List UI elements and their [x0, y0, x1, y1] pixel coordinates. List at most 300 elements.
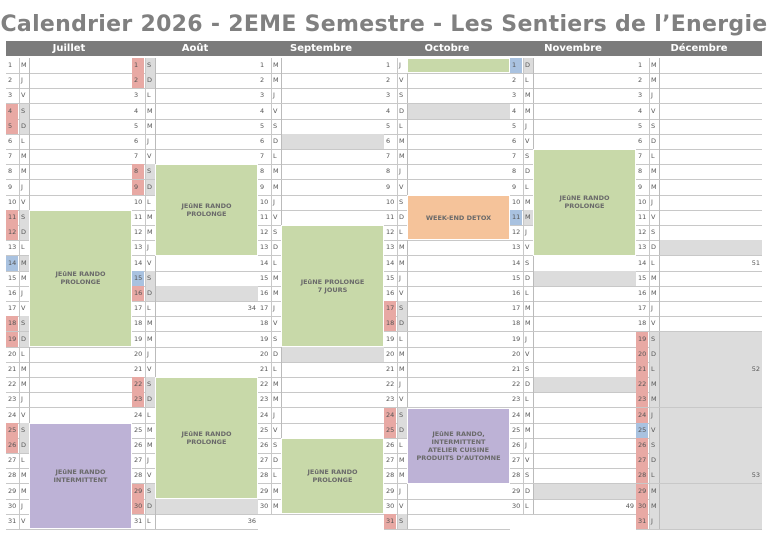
day-box[interactable] [407, 377, 510, 392]
day-box[interactable] [533, 408, 636, 423]
day-box[interactable] [29, 164, 132, 179]
day-box[interactable] [407, 286, 510, 301]
day-number: 14 [260, 258, 269, 267]
day-row[interactable] [384, 88, 510, 104]
day-box[interactable] [659, 347, 762, 362]
day-letter: J [271, 88, 281, 103]
day-box[interactable] [281, 104, 384, 119]
day-box[interactable] [281, 347, 384, 362]
day-row[interactable] [384, 271, 510, 287]
day-box[interactable] [659, 362, 762, 377]
day-letter: L [145, 88, 155, 103]
day-number: 23 [8, 395, 17, 404]
day-number: 4 [260, 106, 265, 115]
day-box[interactable] [155, 301, 258, 316]
day-row[interactable] [636, 164, 762, 180]
day-box[interactable] [407, 332, 510, 347]
day-box[interactable] [281, 195, 384, 210]
day-box[interactable] [407, 256, 510, 271]
day-row[interactable] [258, 392, 384, 408]
day-box[interactable] [533, 423, 636, 438]
day-box[interactable] [533, 468, 636, 483]
day-row[interactable] [636, 514, 762, 530]
day-box[interactable] [659, 88, 762, 103]
day-row[interactable] [636, 134, 762, 150]
day-number: 2 [386, 76, 391, 85]
day-row[interactable] [132, 119, 258, 135]
day-row[interactable] [132, 256, 258, 272]
day-box[interactable] [407, 104, 510, 119]
day-row[interactable] [258, 119, 384, 135]
day-row[interactable] [132, 149, 258, 165]
day-row[interactable] [6, 134, 132, 150]
day-box[interactable] [155, 347, 258, 362]
day-row[interactable] [636, 256, 762, 272]
event-block[interactable]: JEûNE RANDO PROLONGE [29, 210, 132, 347]
day-row[interactable] [384, 377, 510, 393]
day-row[interactable] [6, 362, 132, 378]
day-row[interactable] [258, 149, 384, 165]
day-row[interactable] [258, 180, 384, 196]
day-box[interactable] [659, 468, 762, 483]
day-row[interactable] [510, 88, 636, 104]
day-row[interactable] [636, 180, 762, 196]
day-box[interactable] [533, 134, 636, 149]
day-number: 31 [134, 517, 143, 525]
day-box[interactable] [281, 73, 384, 88]
day-box[interactable] [407, 499, 510, 514]
day-number: 16 [260, 289, 269, 297]
day-box[interactable] [533, 392, 636, 407]
day-row[interactable] [258, 408, 384, 424]
day-box[interactable] [155, 73, 258, 88]
day-row[interactable] [510, 392, 636, 408]
day-row[interactable] [384, 164, 510, 180]
day-row[interactable] [636, 119, 762, 135]
day-row[interactable] [636, 225, 762, 241]
event-block[interactable]: JEûNE RANDO, INTERMITTENT ATELIER CUISINE PRODUITS D’AUTOMNE [407, 408, 510, 484]
day-box[interactable] [659, 484, 762, 499]
day-box[interactable] [659, 73, 762, 88]
day-box[interactable] [659, 164, 762, 179]
day-row[interactable] [510, 423, 636, 439]
day-box[interactable] [533, 271, 636, 286]
day-box[interactable] [659, 195, 762, 210]
day-number: 5 [638, 121, 643, 130]
day-row[interactable] [6, 377, 132, 393]
day-row[interactable] [510, 453, 636, 469]
event-block[interactable]: JEûNE RANDO PROLONGE [281, 438, 384, 514]
day-row[interactable] [636, 362, 762, 378]
day-letter: V [523, 347, 533, 362]
day-box[interactable] [659, 438, 762, 453]
day-box[interactable] [281, 423, 384, 438]
day-box[interactable] [281, 164, 384, 179]
day-row[interactable] [636, 195, 762, 211]
day-box[interactable] [407, 119, 510, 134]
day-row[interactable] [636, 104, 762, 120]
day-box[interactable] [659, 392, 762, 407]
day-box[interactable] [29, 88, 132, 103]
event-block[interactable] [407, 58, 510, 73]
day-box[interactable] [155, 149, 258, 164]
day-box[interactable] [659, 301, 762, 316]
day-row[interactable] [510, 256, 636, 272]
day-row[interactable] [6, 195, 132, 211]
day-box[interactable] [407, 88, 510, 103]
day-box[interactable] [281, 149, 384, 164]
day-box[interactable] [659, 180, 762, 195]
day-box[interactable] [29, 195, 132, 210]
day-box[interactable] [407, 301, 510, 316]
event-block[interactable]: JEûNE RANDO PROLONGE [533, 149, 636, 255]
day-box[interactable] [155, 271, 258, 286]
day-box[interactable] [407, 514, 510, 529]
day-box[interactable] [533, 347, 636, 362]
day-row[interactable] [132, 88, 258, 104]
day-box[interactable] [281, 392, 384, 407]
day-letter: D [649, 240, 659, 255]
day-row[interactable] [510, 301, 636, 317]
day-box[interactable] [659, 225, 762, 240]
day-box[interactable] [659, 134, 762, 149]
day-number: 16 [386, 289, 395, 297]
day-row[interactable] [384, 134, 510, 150]
event-block[interactable]: JEûNE RANDO INTERMITTENT [29, 423, 132, 529]
day-box[interactable] [155, 499, 258, 514]
day-number: 19 [134, 334, 143, 343]
day-box[interactable] [29, 149, 132, 164]
day-box[interactable] [29, 347, 132, 362]
day-box[interactable] [659, 332, 762, 347]
day-letter: V [397, 73, 407, 88]
day-row[interactable] [384, 332, 510, 348]
day-box[interactable] [659, 377, 762, 392]
day-box[interactable] [29, 362, 132, 377]
day-row[interactable] [384, 514, 510, 530]
day-box[interactable] [29, 58, 132, 73]
day-row[interactable] [6, 104, 132, 120]
day-row[interactable] [132, 58, 258, 74]
day-row[interactable] [132, 286, 258, 302]
day-row[interactable] [6, 180, 132, 196]
day-box[interactable] [533, 484, 636, 499]
day-box[interactable] [533, 286, 636, 301]
day-row[interactable] [258, 134, 384, 150]
day-box[interactable] [29, 73, 132, 88]
day-row[interactable] [132, 134, 258, 150]
day-letter: V [145, 149, 155, 164]
day-box[interactable] [659, 514, 762, 529]
day-box[interactable] [659, 119, 762, 134]
day-box[interactable] [533, 301, 636, 316]
day-row[interactable] [258, 104, 384, 120]
day-number: 17 [638, 304, 647, 313]
day-box[interactable] [659, 240, 762, 255]
day-row[interactable] [132, 301, 258, 317]
day-row[interactable] [132, 316, 258, 332]
day-letter: V [397, 180, 407, 195]
day-box[interactable] [155, 286, 258, 301]
day-box[interactable] [533, 73, 636, 88]
day-box[interactable] [155, 332, 258, 347]
day-letter: S [523, 468, 533, 483]
day-box[interactable] [281, 58, 384, 73]
day-row[interactable] [510, 286, 636, 302]
day-row[interactable] [636, 301, 762, 317]
day-letter: M [397, 134, 407, 149]
day-box[interactable] [29, 392, 132, 407]
day-box[interactable] [533, 104, 636, 119]
day-box[interactable] [407, 271, 510, 286]
day-box[interactable] [659, 453, 762, 468]
day-box[interactable] [659, 271, 762, 286]
day-row[interactable] [258, 164, 384, 180]
day-box[interactable] [407, 134, 510, 149]
day-letter: M [271, 377, 281, 392]
day-box[interactable] [407, 484, 510, 499]
day-box[interactable] [659, 58, 762, 73]
day-row[interactable] [510, 499, 636, 515]
day-box[interactable] [533, 58, 636, 73]
day-row[interactable] [510, 104, 636, 120]
day-row[interactable] [636, 408, 762, 424]
day-box[interactable] [659, 149, 762, 164]
day-box[interactable] [407, 240, 510, 255]
day-row[interactable] [510, 332, 636, 348]
day-row[interactable] [384, 301, 510, 317]
day-letter: L [145, 195, 155, 210]
day-row[interactable] [510, 468, 636, 484]
day-number: 25 [260, 425, 269, 434]
day-row[interactable] [384, 392, 510, 408]
day-row[interactable] [6, 347, 132, 363]
day-row[interactable] [636, 316, 762, 332]
day-box[interactable] [659, 256, 762, 271]
day-row[interactable] [384, 119, 510, 135]
day-row[interactable] [384, 286, 510, 302]
day-box[interactable] [659, 423, 762, 438]
day-box[interactable] [29, 134, 132, 149]
day-row[interactable] [636, 392, 762, 408]
day-row[interactable] [636, 73, 762, 89]
day-letter: D [271, 134, 281, 149]
day-row[interactable] [510, 134, 636, 150]
day-row[interactable] [258, 73, 384, 89]
day-number: 27 [134, 456, 143, 465]
day-row[interactable] [636, 347, 762, 363]
day-row[interactable] [636, 149, 762, 165]
day-row[interactable] [636, 88, 762, 104]
day-row[interactable] [6, 408, 132, 424]
day-row[interactable] [384, 484, 510, 500]
day-box[interactable] [407, 392, 510, 407]
day-row[interactable] [510, 347, 636, 363]
day-row[interactable] [636, 377, 762, 393]
day-row[interactable] [510, 484, 636, 500]
day-box[interactable] [281, 180, 384, 195]
day-box[interactable] [407, 362, 510, 377]
day-row[interactable] [384, 73, 510, 89]
day-box[interactable] [29, 408, 132, 423]
day-row[interactable] [258, 58, 384, 74]
day-row[interactable] [132, 347, 258, 363]
day-row[interactable] [384, 362, 510, 378]
day-row[interactable] [6, 149, 132, 165]
day-box[interactable] [407, 164, 510, 179]
day-letter: S [145, 484, 155, 499]
day-row[interactable] [636, 468, 762, 484]
month-header-6: Décembre [670, 43, 728, 54]
day-letter: V [649, 316, 659, 331]
day-row[interactable] [384, 256, 510, 272]
day-row[interactable] [6, 88, 132, 104]
day-box[interactable] [533, 88, 636, 103]
day-box[interactable] [533, 453, 636, 468]
day-box[interactable] [29, 377, 132, 392]
event-block[interactable]: WEEK-END DETOX [407, 195, 510, 241]
day-box[interactable] [533, 499, 636, 514]
day-row[interactable] [636, 271, 762, 287]
day-number: 7 [8, 152, 13, 161]
day-number: 20 [134, 349, 143, 358]
day-box[interactable] [281, 134, 384, 149]
day-number: 5 [260, 121, 265, 130]
day-box[interactable] [155, 134, 258, 149]
event-block[interactable]: JEûNE PROLONGE 7 JOURS [281, 225, 384, 347]
day-row[interactable] [636, 423, 762, 439]
day-box[interactable] [281, 210, 384, 225]
day-box[interactable] [281, 362, 384, 377]
day-box[interactable] [155, 316, 258, 331]
day-box[interactable] [155, 362, 258, 377]
day-box[interactable] [155, 256, 258, 271]
day-box[interactable] [155, 88, 258, 103]
day-row[interactable] [258, 88, 384, 104]
day-box[interactable] [155, 104, 258, 119]
day-number: 19 [260, 334, 269, 343]
day-box[interactable] [281, 377, 384, 392]
day-row[interactable] [384, 499, 510, 515]
day-row[interactable] [258, 377, 384, 393]
day-number: 18 [6, 316, 18, 331]
event-block[interactable]: JEûNE RANDO PROLONGE [155, 164, 258, 255]
day-box[interactable] [533, 438, 636, 453]
day-number: 27 [8, 456, 17, 465]
day-box[interactable] [407, 149, 510, 164]
day-box[interactable] [407, 347, 510, 362]
day-row[interactable] [132, 499, 258, 515]
day-box[interactable] [155, 58, 258, 73]
day-row[interactable] [636, 286, 762, 302]
day-row[interactable] [636, 438, 762, 454]
day-box[interactable] [533, 332, 636, 347]
day-row[interactable] [384, 180, 510, 196]
day-row[interactable] [258, 210, 384, 226]
day-row[interactable] [510, 408, 636, 424]
day-box[interactable] [407, 316, 510, 331]
day-box[interactable] [29, 119, 132, 134]
day-row[interactable] [6, 392, 132, 408]
day-box[interactable] [659, 499, 762, 514]
day-box[interactable] [155, 514, 258, 529]
day-row[interactable] [132, 73, 258, 89]
day-row[interactable] [510, 271, 636, 287]
day-row[interactable] [510, 119, 636, 135]
day-row[interactable] [384, 240, 510, 256]
day-box[interactable] [155, 119, 258, 134]
day-row[interactable] [510, 58, 636, 74]
day-row[interactable] [258, 362, 384, 378]
day-box[interactable] [281, 88, 384, 103]
day-box[interactable] [533, 256, 636, 271]
day-row[interactable] [258, 347, 384, 363]
day-row[interactable] [636, 453, 762, 469]
day-row[interactable] [510, 362, 636, 378]
day-row[interactable] [384, 347, 510, 363]
day-box[interactable] [533, 362, 636, 377]
day-box[interactable] [659, 286, 762, 301]
day-row[interactable] [258, 195, 384, 211]
day-row[interactable] [636, 499, 762, 515]
day-row[interactable] [636, 240, 762, 256]
day-row[interactable] [510, 438, 636, 454]
day-box[interactable] [407, 180, 510, 195]
day-box[interactable] [659, 316, 762, 331]
day-box[interactable] [281, 119, 384, 134]
day-row[interactable] [636, 484, 762, 500]
day-row[interactable] [636, 210, 762, 226]
day-row[interactable] [6, 119, 132, 135]
day-number: 26 [386, 441, 395, 449]
day-number: 12 [134, 228, 143, 237]
day-box[interactable] [29, 180, 132, 195]
day-box[interactable] [659, 408, 762, 423]
day-row[interactable] [132, 332, 258, 348]
day-row[interactable] [258, 423, 384, 439]
day-box[interactable] [659, 104, 762, 119]
day-box[interactable] [29, 104, 132, 119]
day-row[interactable] [6, 73, 132, 89]
day-number: 1 [386, 61, 391, 69]
day-row[interactable] [510, 73, 636, 89]
day-row[interactable] [132, 271, 258, 287]
day-row[interactable] [510, 316, 636, 332]
day-row[interactable] [384, 316, 510, 332]
day-box[interactable] [659, 210, 762, 225]
day-box[interactable] [533, 377, 636, 392]
day-row[interactable] [384, 149, 510, 165]
day-box[interactable] [407, 73, 510, 88]
day-box[interactable] [533, 316, 636, 331]
event-block[interactable]: JEûNE RANDO PROLONGE [155, 377, 258, 499]
day-number: 2 [132, 73, 144, 88]
day-row[interactable] [132, 104, 258, 120]
day-row[interactable] [6, 164, 132, 180]
day-number: 1 [638, 61, 643, 69]
day-row[interactable] [132, 362, 258, 378]
day-row[interactable] [636, 332, 762, 348]
day-number: 22 [512, 380, 521, 389]
day-box[interactable] [533, 119, 636, 134]
day-letter: V [523, 240, 533, 255]
day-row[interactable] [510, 377, 636, 393]
day-row[interactable] [384, 104, 510, 120]
day-box[interactable] [281, 408, 384, 423]
day-row[interactable] [6, 58, 132, 74]
day-row[interactable] [636, 58, 762, 74]
day-row[interactable] [132, 514, 258, 530]
